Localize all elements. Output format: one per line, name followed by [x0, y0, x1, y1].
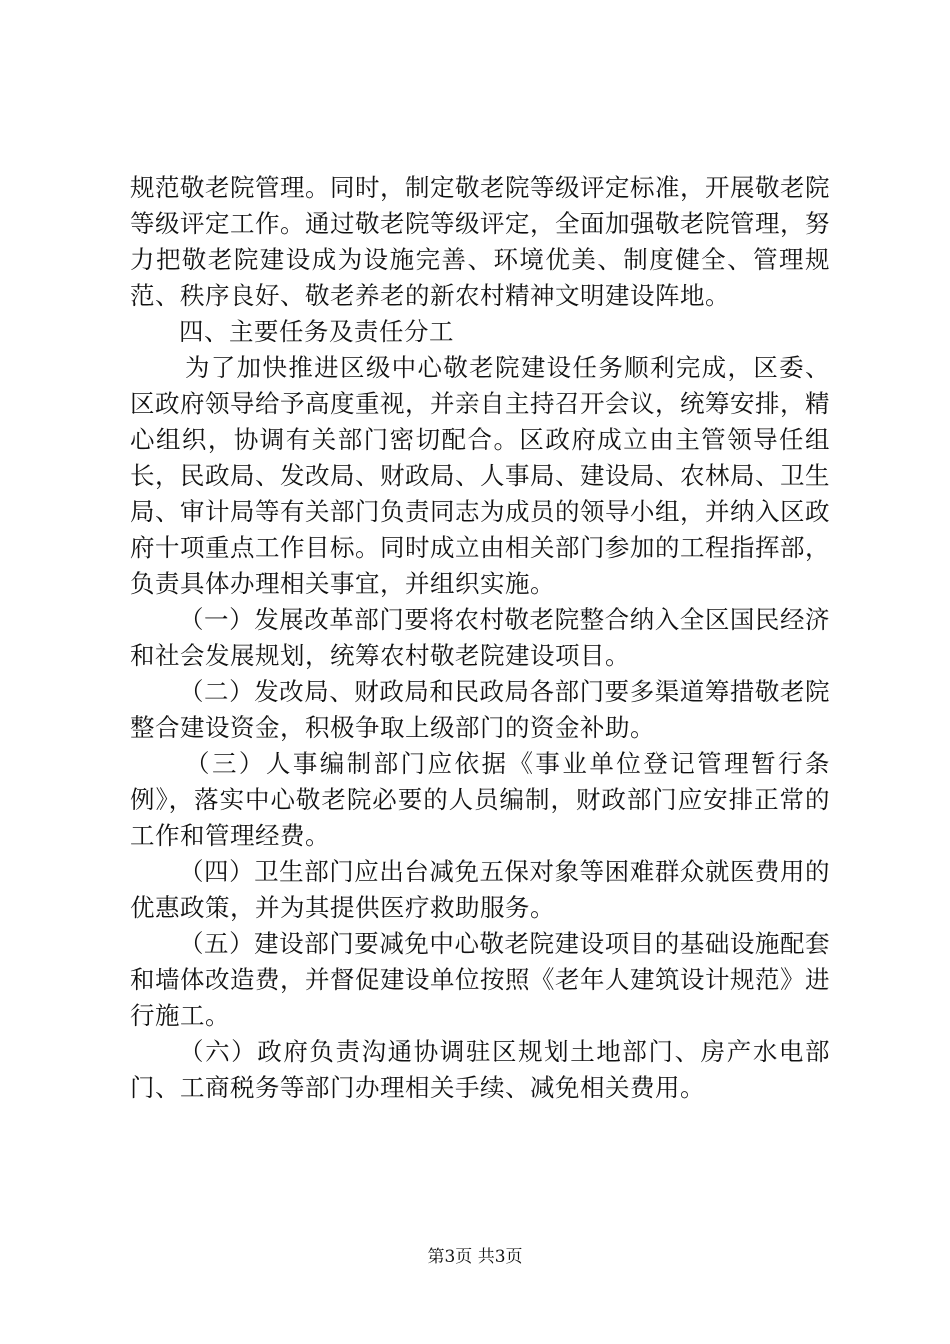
section-heading: 四、主要任务及责任分工 — [179, 317, 454, 346]
paragraph-item-6: （六）政府负责沟通协调驻区规划土地部门、房产水电部门、工商税务等部门办理相关手续、减免相关费用。 — [130, 1037, 830, 1102]
paragraph-item-3: （三）人事编制部门应依据《事业单位登记管理暂行条例》，落实中心敬老院必要的人员编制，财政部门应安排正常的工作和管理经费。 — [130, 749, 830, 850]
paragraph-continuation: 规范敬老院管理。同时，制定敬老院等级评定标准，开展敬老院等级评定工作。通过敬老院等级评定，全面加强敬老院管理，努力把敬老院建设成为设施完善、环境优美、制度健全、管理规范、秩序良好、敬老养老的新农村精神文明建设阵地。 — [130, 173, 830, 310]
paragraph-item-1: （一）发展改革部门要将农村敬老院整合纳入全区国民经济和社会发展规划，统筹农村敬老院建设项目。 — [130, 605, 830, 670]
paragraph-intro: 为了加快推进区级中心敬老院建设任务顺利完成，区委、区政府领导给予高度重视，并亲自主持召开会议，统筹安排，精心组织，协调有关部门密切配合。区政府成立由主管领导任组长，民政局、发改局、财政局、人事局、建设局、农林局、卫生局、审计局等有关部门负责同志为成员的领导小组，并纳入区政府十项重点工作目标。同时成立由相关部门参加的工程指挥部，负责具体办理相关事宜，并组织实施。 — [130, 353, 830, 598]
page-footer: 第3页 共3页 — [427, 1247, 523, 1267]
paragraph-item-2: （二）发改局、财政局和民政局各部门要多渠道筹措敬老院整合建设资金，积极争取上级部门的资金补助。 — [130, 677, 830, 742]
document-body — [130, 170, 830, 1106]
paragraph-item-5: （五）建设部门要减免中心敬老院建设项目的基础设施配套和墙体改造费，并督促建设单位按照《老年人建筑设计规范》进行施工。 — [130, 929, 830, 1030]
paragraph-item-4: （四）卫生部门应出台减免五保对象等困难群众就医费用的优惠政策，并为其提供医疗救助服务。 — [130, 857, 830, 922]
